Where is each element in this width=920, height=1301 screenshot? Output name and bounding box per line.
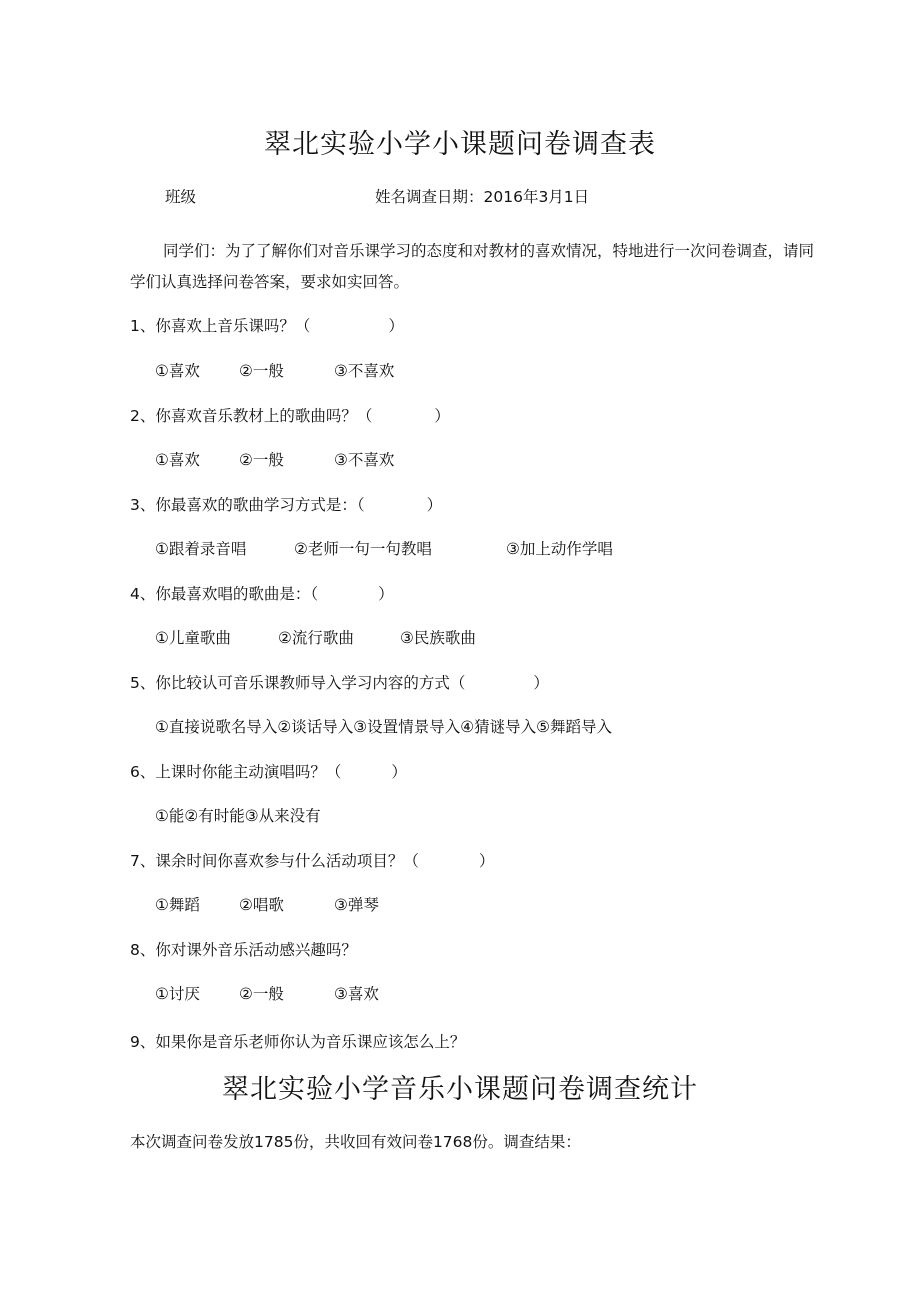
option: ③弹琴 <box>334 896 379 914</box>
question-1-options <box>155 359 394 381</box>
question-text: 6、上课时你能主动演唱吗？（ <box>130 763 342 781</box>
option: ①儿童歌曲 <box>155 629 231 647</box>
option: ②老师一句一句教唱 <box>294 540 432 558</box>
question-text: 9、如果你是音乐老师你认为音乐课应该怎么上？ <box>130 1033 466 1051</box>
option: ②一般 <box>239 985 284 1003</box>
question-7 <box>130 849 494 871</box>
option: ③不喜欢 <box>334 451 395 469</box>
question-text: 7、课余时间你喜欢参与什么活动项目？（ <box>130 852 419 870</box>
option: ②唱歌 <box>239 896 284 914</box>
option: ②一般 <box>239 362 284 380</box>
question-5-options: ①直接说歌名导入②谈话导入③设置情景导入④猜谜导入⑤舞蹈导入 <box>155 718 612 736</box>
class-label: 班级 <box>165 188 197 206</box>
question-close: ） <box>391 763 407 781</box>
question-text: 5、你比较认可音乐课教师导入学习内容的方式（ <box>130 674 466 692</box>
question-4 <box>130 582 394 604</box>
question-4-options <box>155 626 476 648</box>
question-close: ） <box>426 496 443 514</box>
question-text: 1、你喜欢上音乐课吗？（ <box>130 317 311 335</box>
option: ①喜欢 <box>155 362 200 380</box>
stats-title: 翠北实验小学音乐小课题问卷调查统计 <box>222 1074 698 1105</box>
question-close: ） <box>378 585 394 603</box>
question-6-options: ①能②有时能③从来没有 <box>155 807 321 825</box>
question-text: 8、你对课外音乐活动感兴趣吗？ <box>130 941 357 959</box>
option: ③加上动作学唱 <box>506 540 613 558</box>
option: ②一般 <box>239 451 284 469</box>
name-date-line: 姓名调查日期：2016年3月1日 <box>375 188 590 206</box>
option: ①讨厌 <box>155 985 200 1003</box>
question-close: ） <box>533 674 549 692</box>
question-close: ） <box>478 852 495 870</box>
question-2 <box>130 404 450 426</box>
question-1 <box>130 314 404 336</box>
question-close: ） <box>388 317 404 335</box>
question-2-options <box>155 448 394 470</box>
option: ①舞蹈 <box>155 896 200 914</box>
option: ③喜欢 <box>334 985 379 1003</box>
question-text: 2、你喜欢音乐教材上的歌曲吗？（ <box>130 407 373 425</box>
question-7-options <box>155 893 379 915</box>
question-9 <box>130 1030 465 1052</box>
question-8-options <box>155 982 379 1004</box>
question-3-options <box>155 537 613 559</box>
intro-paragraph: 同学们：为了了解你们对音乐课学习的态度和对教材的喜欢情况，特地进行一次问卷调查，请同学们认真选择问卷答案，要求如实回答。 <box>130 242 815 291</box>
question-text: 3、你最喜欢的歌曲学习方式是：（ <box>130 496 365 514</box>
question-5 <box>130 671 549 693</box>
option: ②流行歌曲 <box>278 629 354 647</box>
question-3 <box>130 493 442 515</box>
question-6 <box>130 760 407 782</box>
option: ①跟着录音唱 <box>155 540 247 558</box>
survey-summary: 本次调查问卷发放1785份，共收回有效问卷1768份。调查结果： <box>130 1133 581 1151</box>
option: ③不喜欢 <box>334 362 395 380</box>
question-text: 4、你最喜欢唱的歌曲是：（ <box>130 585 319 603</box>
option: ①喜欢 <box>155 451 200 469</box>
question-close: ） <box>434 407 450 425</box>
question-8 <box>130 938 357 960</box>
option: ③民族歌曲 <box>400 629 476 647</box>
survey-title: 翠北实验小学小课题问卷调查表 <box>264 129 656 160</box>
